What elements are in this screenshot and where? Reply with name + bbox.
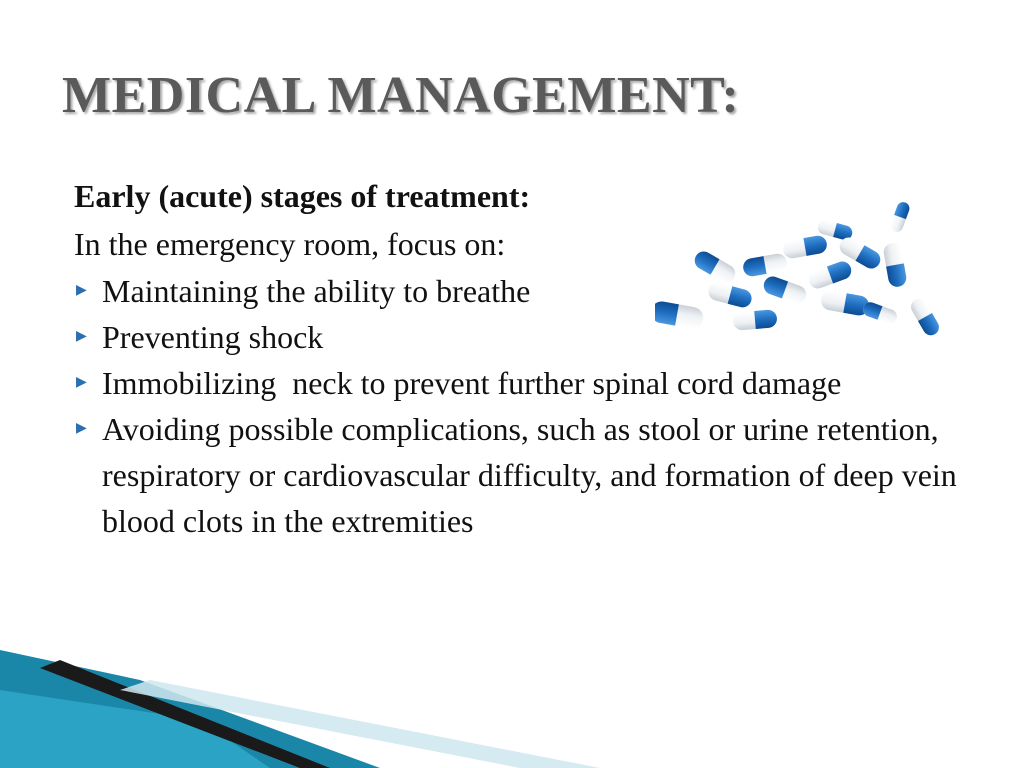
triangle-right-icon: ▶	[76, 421, 87, 436]
bullet-text: Immobilizing neck to prevent further spinal cord damage	[102, 365, 842, 401]
intro-text: In the emergency room, focus on:	[74, 226, 506, 262]
triangle-right-icon: ▶	[76, 329, 87, 344]
triangle-right-icon: ▶	[76, 283, 87, 298]
bullet-text: Maintaining the ability to breathe	[102, 273, 531, 309]
slide-title: MEDICAL MANAGEMENT:	[62, 67, 740, 124]
triangle-right-icon: ▶	[76, 375, 87, 390]
bullet-text: Avoiding possible complications, such as stool or urine retention, respiratory or cardiovascular difficulty, and formation of deep vein blood clots in the extremities	[102, 411, 957, 539]
section-heading: Early (acute) stages of treatment:	[74, 178, 531, 214]
bullet-text: Preventing shock	[102, 319, 324, 355]
